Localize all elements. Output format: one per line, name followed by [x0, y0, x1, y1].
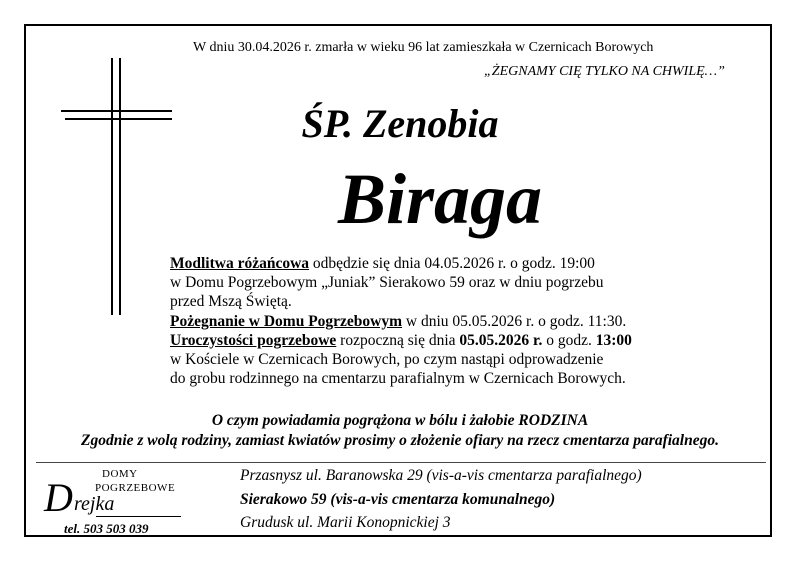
funeral-date: 05.05.2026 r.: [459, 331, 543, 349]
logo-line1: DOMY: [102, 468, 138, 480]
intro-text: W dniu 30.04.2026 r. zmarła w wieku 96 lat zamieszkała w Czernicach Borowych: [193, 40, 654, 55]
funeral-church: w Kościele w Czernicach Borowych, po czym nastąpi odprowadzenie: [170, 351, 604, 369]
farewell-text: w dniu 05.05.2026 r. o godz. 11:30.: [402, 312, 627, 330]
phone-number: tel. 503 503 039: [64, 521, 149, 536]
address-sierakowo: Sierakowo 59 (vis-a-vis cmentarza komunalnego): [240, 491, 556, 508]
rosary-line: [170, 254, 632, 273]
family-notice: O czym powiadamia pogrążona w bólu i żałobie RODZINA: [211, 412, 589, 429]
deceased-first-name: ŚP. Zenobia: [301, 101, 499, 146]
deceased-surname: Biraga: [337, 159, 543, 239]
logo-initial: D: [44, 475, 73, 520]
funeral-time: 13:00: [595, 331, 632, 349]
farewell-label: Pożegnanie w Domu Pogrzebowym: [170, 312, 403, 330]
logo-underline: [96, 516, 181, 517]
rosary-text: odbędzie się dnia 04.05.2026 r. o godz. 19:00: [309, 255, 595, 272]
logo-line2: POGRZEBOWE: [95, 482, 176, 494]
funeral-text-b: o godz.: [542, 331, 596, 349]
farewell-line: [170, 312, 632, 331]
flowers-request: Zgodnie z wolą rodziny, zamiast kwiatów prosimy o złożenie ofiary na rzecz cmentarza parafialnego.: [81, 432, 719, 449]
funeral-burial: do grobu rodzinnego na cmentarzu parafialnym w Czernicach Borowych.: [170, 370, 626, 388]
rosary-note: przed Mszą Świętą.: [170, 293, 292, 311]
footer-divider: [36, 462, 766, 463]
motto-text: „ŻEGNAMY CIĘ TYLKO NA CHWILĘ…”: [484, 64, 725, 79]
rosary-label: Modlitwa różańcowa: [170, 255, 310, 272]
rosary-place: w Domu Pogrzebowym „Juniak” Sierakowo 59 oraz w dniu pogrzebu: [170, 274, 604, 292]
funeral-text-a: rozpoczną się dnia: [336, 331, 460, 349]
funeral-label: Uroczystości pogrzebowe: [170, 331, 337, 349]
logo-script: rejka: [74, 493, 115, 515]
address-przasnysz: Przasnysz ul. Baranowska 29 (vis-a-vis cmentarza parafialnego): [240, 467, 642, 484]
ceremony-details: [170, 254, 632, 388]
address-grudusk: Grudusk ul. Marii Konopnickiej 3: [240, 514, 451, 531]
funeral-line: [170, 331, 632, 350]
